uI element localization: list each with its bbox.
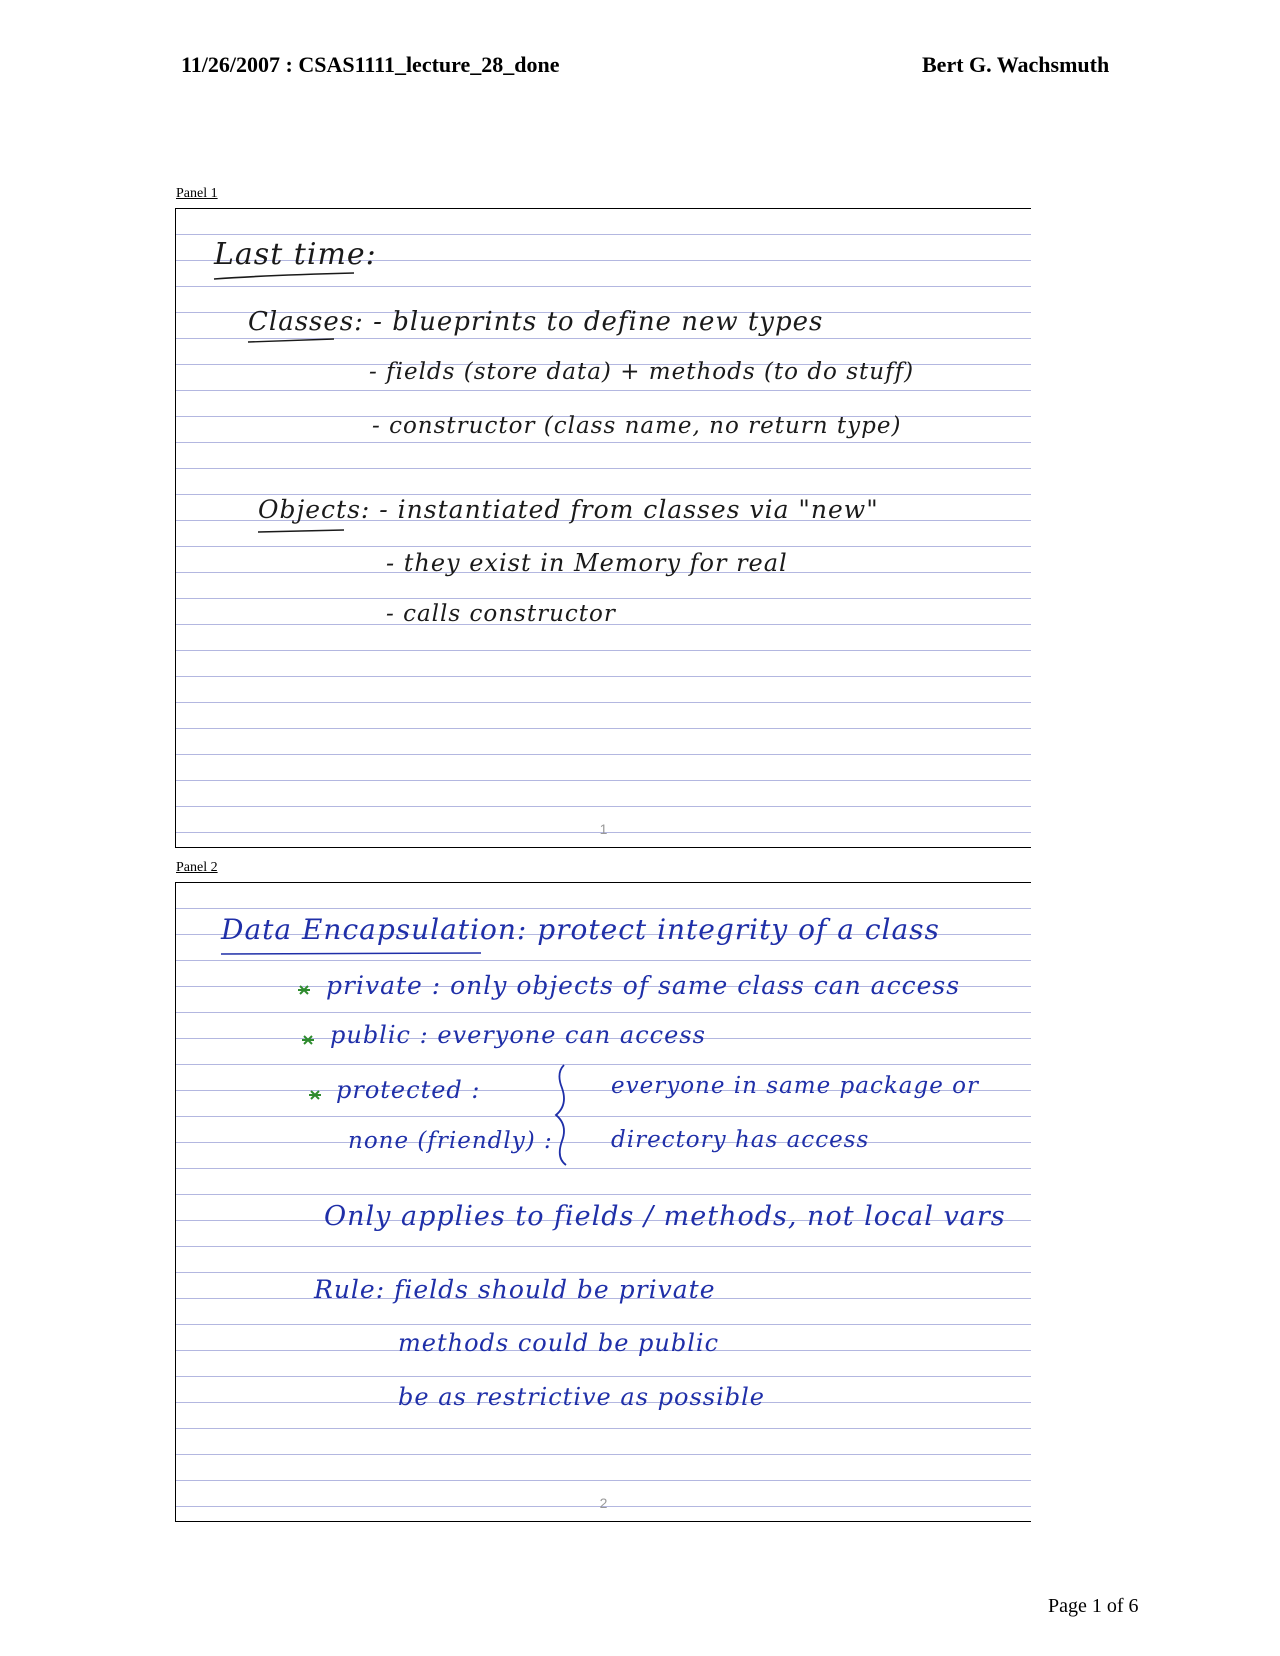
handwritten-line: Only applies to fields / methods, not local vars bbox=[324, 1201, 1006, 1232]
green-bullet-icon bbox=[298, 986, 321, 1099]
panel-1 bbox=[175, 208, 1031, 848]
panel-page-number: 2 bbox=[599, 1495, 608, 1511]
handwritten-line: methods could be public bbox=[398, 1329, 720, 1357]
handwritten-line: public : everyone can access bbox=[330, 1021, 706, 1049]
handwritten-line: - they exist in Memory for real bbox=[386, 549, 788, 577]
panel-2 bbox=[175, 882, 1031, 1522]
handwritten-line: Classes: - blueprints to define new types bbox=[248, 307, 824, 337]
handwritten-line: Rule: fields should be private bbox=[314, 1275, 716, 1304]
handwritten-line: Objects: - instantiated from classes via "new" bbox=[258, 495, 879, 524]
handwritten-line: be as restrictive as possible bbox=[398, 1383, 766, 1411]
document-title: 11/26/2007 : CSAS1111_lecture_28_done bbox=[181, 52, 560, 77]
curly-brace-icon bbox=[556, 1065, 566, 1165]
handwritten-line: directory has access bbox=[611, 1127, 870, 1153]
panel-page-number: 1 bbox=[599, 821, 608, 837]
handwritten-heading: Data Encapsulation: protect integrity of a class bbox=[221, 913, 940, 946]
handwritten-line: - fields (store data) + methods (to do stuff) bbox=[369, 359, 915, 385]
handwritten-line: protected : bbox=[336, 1076, 481, 1104]
panel-2-label: Panel 2 bbox=[176, 860, 218, 875]
page-indicator: Page 1 of 6 bbox=[1048, 1595, 1139, 1617]
handwritten-line: - constructor (class name, no return type) bbox=[372, 413, 902, 439]
handwritten-line: - calls constructor bbox=[386, 601, 616, 627]
handwritten-line: private : only objects of same class can access bbox=[326, 971, 961, 1000]
handwritten-heading: Last time: bbox=[214, 237, 377, 272]
panel-1-label: Panel 1 bbox=[176, 186, 218, 201]
author-name: Bert G. Wachsmuth bbox=[922, 52, 1110, 77]
handwritten-line: none (friendly) : bbox=[348, 1128, 553, 1154]
handwritten-line: everyone in same package or bbox=[611, 1073, 979, 1099]
panel-1-underlines bbox=[176, 209, 1031, 847]
